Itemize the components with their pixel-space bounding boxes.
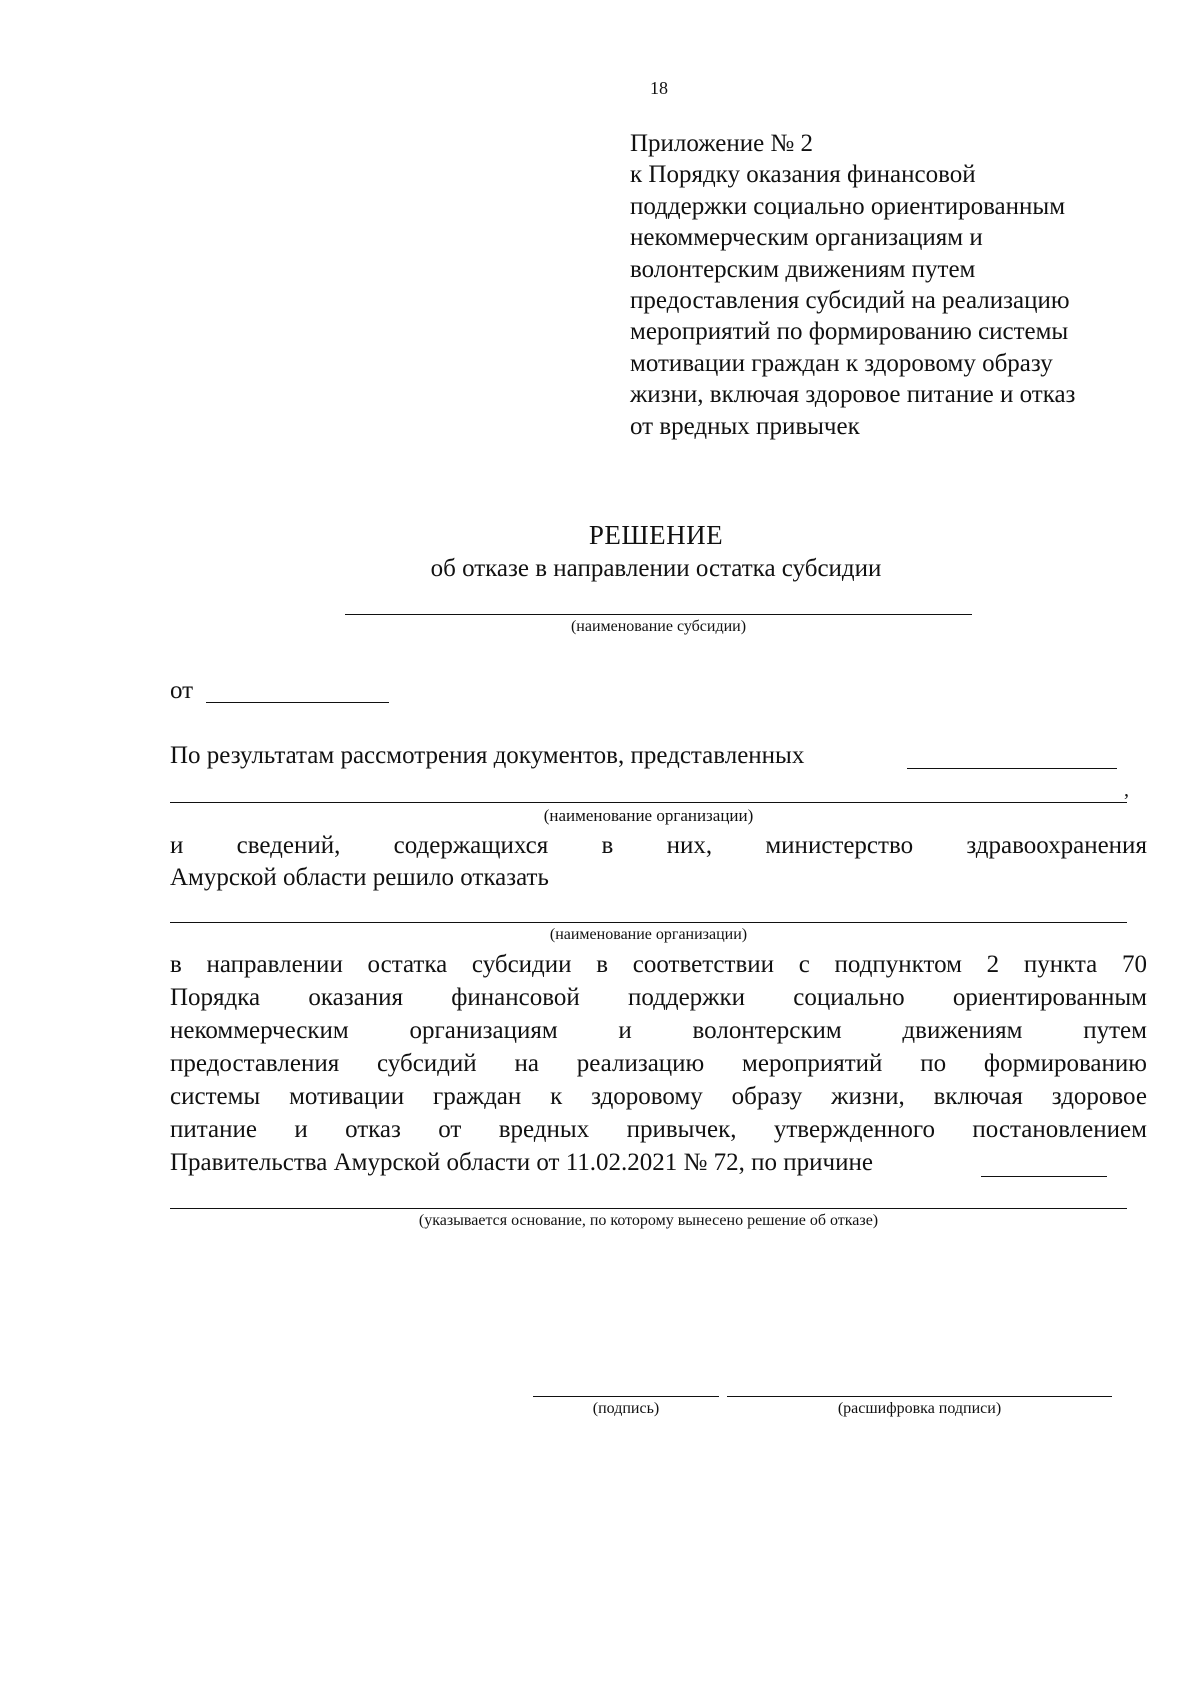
word: подпунктом [834,951,962,978]
word: сведений, [236,832,341,859]
word: к [550,1083,563,1110]
word: в [170,951,182,978]
subsidy-name-blank[interactable] [345,614,972,615]
word: питание [170,1116,257,1143]
word: здравоохранения [966,832,1147,859]
reason-inline-blank[interactable] [981,1176,1107,1177]
word: и [618,1017,632,1044]
word: некоммерческим [170,1017,349,1044]
word: на [514,1050,539,1077]
reason-blank[interactable] [170,1208,1127,1209]
intro-text: По результатам рассмотрения документов, представленных [170,742,805,769]
word: соответствии [632,951,775,978]
appendix-line: мероприятий по формированию системы [630,318,1069,346]
word: граждан [432,1083,522,1110]
word: организациям [409,1017,558,1044]
organization-caption-1: (наименование организации) [543,806,754,825]
signature-decoding-blank[interactable] [727,1396,1112,1397]
paragraph-line [170,1050,1147,1078]
word: включая [933,1083,1023,1110]
word: от [438,1116,462,1143]
word: ориентированным [952,984,1147,1011]
word: 70 [1121,951,1147,978]
submitter-blank[interactable] [907,768,1117,769]
paragraph-line [170,1017,1147,1045]
word: них, [666,832,713,859]
word: отказ [345,1116,401,1143]
word: пункта [1023,951,1098,978]
word: поддержки [627,984,745,1011]
word: движениям [902,1017,1023,1044]
decided-text: Амурской области решило отказать [170,864,549,891]
subsidy-name-caption: (наименование субсидии) [570,618,747,635]
word: субсидий [377,1050,477,1077]
word: реализацию [576,1050,705,1077]
word: образу [731,1083,803,1110]
word: привычек, [626,1116,737,1143]
paragraph-line [170,984,1147,1012]
date-blank[interactable] [206,702,389,703]
word: жизни, [831,1083,905,1110]
signature-caption: (подпись) [592,1400,660,1417]
word: здоровому [591,1083,703,1110]
word: предоставления [170,1050,340,1077]
paragraph-line [170,1083,1147,1111]
organization-name-blank-2[interactable] [170,922,1127,923]
paragraph-last-line: Правительства Амурской области от 11.02.2021 № 72, по причине [170,1149,873,1176]
paragraph-line [170,1116,1147,1144]
word: формированию [983,1050,1147,1077]
date-prefix: от [170,677,194,704]
word: мотивации [289,1083,405,1110]
word: утвержденного [773,1116,936,1143]
word: министерство [765,832,914,859]
appendix-line: жизни, включая здоровое питание и отказ [630,381,1076,409]
appendix-line: мотивации граждан к здоровому образу [630,349,1053,377]
word: вредных [498,1116,590,1143]
decision-title: РЕШЕНИЕ [588,520,724,550]
organization-name-blank-1[interactable] [170,802,1127,803]
word: с [798,951,810,978]
decision-subtitle: об отказе в направлении остатка субсидии [430,555,882,582]
signature-decoding-caption: (расшифровка подписи) [837,1400,1002,1417]
word: социально [793,984,905,1011]
organization-caption-2: (наименование организации) [549,926,748,943]
comma: , [1124,779,1129,801]
word: в [596,951,609,978]
paragraph-line [170,951,1147,979]
appendix-line: предоставления субсидий на реализацию [630,287,1070,315]
appendix-block [630,128,1170,442]
signature-blank[interactable] [533,1396,719,1397]
word: и [170,832,184,859]
word: мероприятий [742,1050,883,1077]
word: и [294,1116,308,1143]
appendix-line: поддержки социально ориентированным [630,192,1066,220]
appendix-line: волонтерским движениям путем [630,255,976,283]
word: оказания [308,984,403,1011]
word: постановлением [972,1116,1147,1143]
page-number: 18 [650,78,668,98]
appendix-line: от вредных привычек [630,412,860,440]
word: направлении [206,951,343,978]
word: по [920,1050,947,1077]
word: финансовой [451,984,580,1011]
reason-caption: (указывается основание, по которому вынесено решение об отказе) [418,1212,879,1229]
word: волонтерским [692,1017,842,1044]
word: Порядка [170,984,261,1011]
word: здоровое [1051,1083,1147,1110]
word: остатка [367,951,448,978]
word: 2 [986,951,1000,978]
appendix-line: к Порядку оказания финансовой [630,161,976,189]
word: содержащихся [393,832,549,859]
info-line [170,832,1147,860]
word: в [601,832,614,859]
word: системы [170,1083,261,1110]
appendix-line: некоммерческим организациям и [630,224,983,252]
word: путем [1083,1017,1147,1044]
word: субсидии [471,951,572,978]
appendix-line: Приложение № 2 [630,130,814,157]
